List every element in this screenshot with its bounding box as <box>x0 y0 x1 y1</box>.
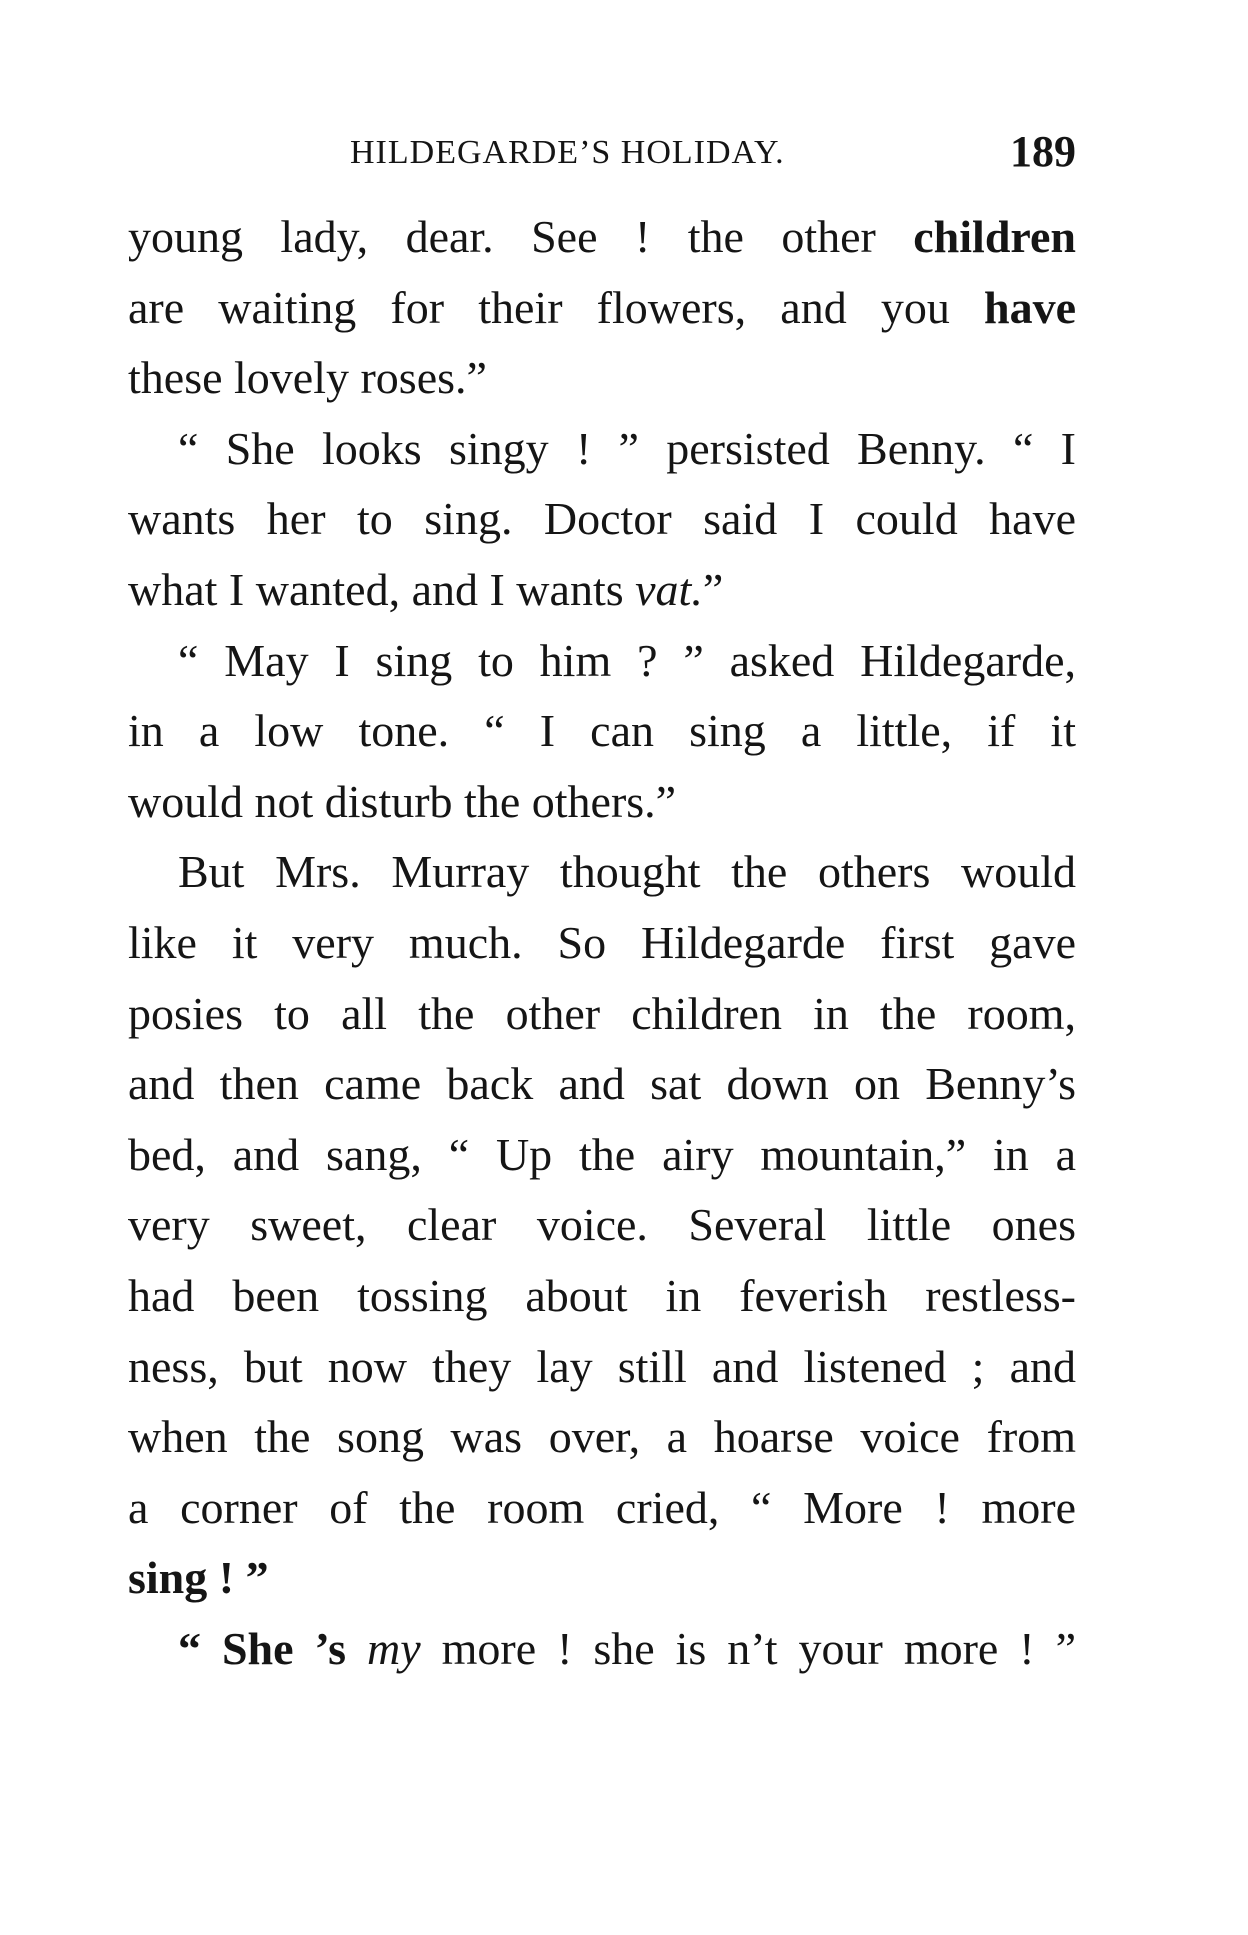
text-line <box>128 1543 1076 1614</box>
line-text: are waiting for their flowers, and you <box>128 281 984 333</box>
text-line <box>128 908 1076 979</box>
line-text-end: ” <box>702 563 724 615</box>
line-text: like it very much. So Hildegarde first gave <box>128 916 1076 968</box>
line-text: “ May I sing to him ? ” asked Hildegarde, <box>178 634 1076 686</box>
line-text: bed, and sang, “ Up the airy mountain,” in a <box>128 1128 1076 1180</box>
line-text-italic: my <box>367 1622 421 1674</box>
text-line <box>128 555 1076 626</box>
line-text: But Mrs. Murray thought the others would <box>178 846 1076 898</box>
text-line <box>128 1473 1076 1544</box>
text-line <box>128 1049 1076 1120</box>
text-line <box>128 1120 1076 1191</box>
line-text: very sweet, clear voice. Several little ones <box>128 1199 1076 1251</box>
text-line <box>128 979 1076 1050</box>
text-line <box>128 1190 1076 1261</box>
line-text: a corner of the room cried, “ More ! more <box>128 1481 1076 1533</box>
line-text: these lovely roses.” <box>128 352 487 404</box>
body-text <box>128 202 1076 1684</box>
text-line <box>128 696 1076 767</box>
text-line <box>128 837 1076 908</box>
line-text: ness, but now they lay still and listened ; and <box>128 1340 1076 1392</box>
text-line <box>128 1402 1076 1473</box>
line-text-bold: have <box>984 281 1076 333</box>
line-text-italic: vat. <box>635 563 703 615</box>
running-title: HILDEGARDE’S HOLIDAY. <box>350 134 785 171</box>
text-line <box>128 1614 1076 1685</box>
line-text: and then came back and sat down on Benny’s <box>128 1058 1076 1110</box>
line-text: what I wanted, and I wants <box>128 563 636 615</box>
page-number: 189 <box>1010 127 1076 176</box>
running-head <box>128 126 1076 186</box>
text-line <box>128 273 1076 344</box>
line-text: sing ! ” <box>128 1552 269 1604</box>
line-text: wants her to sing. Doctor said I could have <box>128 493 1076 545</box>
line-text-bold: children <box>913 211 1076 262</box>
line-text: “ She ’s <box>178 1622 367 1674</box>
line-text: had been tossing about in feverish restless- <box>128 1269 1076 1321</box>
text-line <box>128 202 1076 273</box>
text-line <box>128 1332 1076 1403</box>
line-text: young lady, dear. See ! the other <box>128 211 914 262</box>
text-line <box>128 767 1076 838</box>
line-text: “ She looks singy ! ” persisted Benny. “ I <box>178 422 1076 474</box>
line-text: when the song was over, a hoarse voice from <box>128 1411 1076 1463</box>
text-line <box>128 626 1076 697</box>
line-text: would not disturb the others.” <box>128 775 677 827</box>
text-line <box>128 414 1076 485</box>
line-text-end: more ! she is n’t your more ! ” <box>420 1622 1076 1674</box>
line-text: posies to all the other children in the room, <box>128 987 1076 1039</box>
text-line <box>128 484 1076 555</box>
text-line <box>128 1261 1076 1332</box>
text-line <box>128 343 1076 414</box>
line-text: in a low tone. “ I can sing a little, if it <box>128 705 1076 757</box>
